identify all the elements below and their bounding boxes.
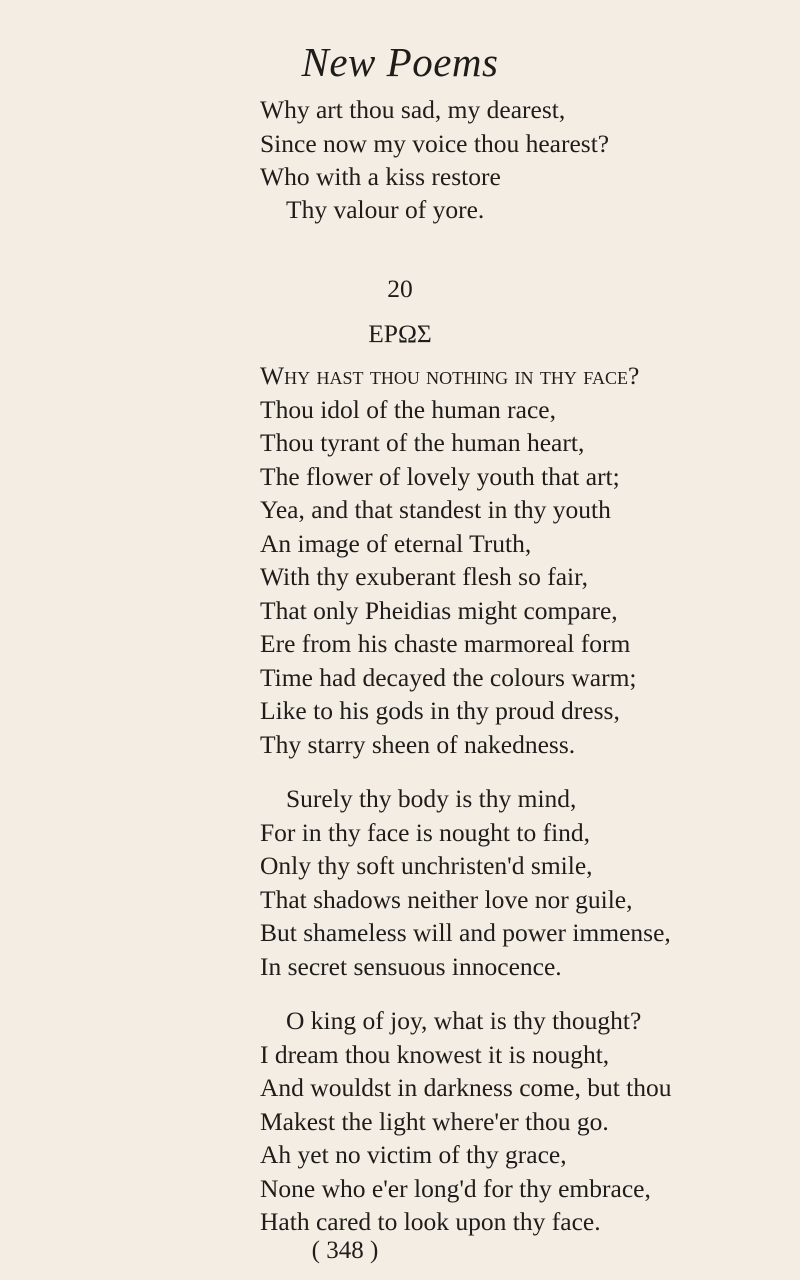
verse-line: And wouldst in darkness come, but thou bbox=[260, 1073, 672, 1102]
verse-line: Why art thou sad, my dearest, bbox=[260, 95, 566, 124]
verse-line: I dream thou knowest it is nought, bbox=[260, 1040, 610, 1069]
verse-line: Like to his gods in thy proud dress, bbox=[260, 696, 620, 725]
verse-line: Thou idol of the human race, bbox=[260, 395, 556, 424]
verse-line: Thou tyrant of the human heart, bbox=[260, 428, 585, 457]
verse-line: An image of eternal Truth, bbox=[260, 529, 532, 558]
verse-line: O king of joy, what is thy thought? bbox=[286, 1006, 642, 1035]
poem-title: ΕΡΩΣ bbox=[368, 319, 432, 348]
verse-line: Ere from his chaste marmoreal form bbox=[260, 629, 631, 658]
verse-line: Yea, and that standest in thy youth bbox=[260, 495, 611, 524]
verse-line: Since now my voice thou hearest? bbox=[260, 129, 610, 158]
verse-line: That shadows neither love nor guile, bbox=[260, 885, 633, 914]
verse-line: But shameless will and power immense, bbox=[260, 918, 671, 947]
verse-line: Time had decayed the colours warm; bbox=[260, 663, 637, 692]
verse-line: For in thy face is nought to find, bbox=[260, 818, 591, 847]
verse-line: In secret sensuous innocence. bbox=[260, 952, 562, 981]
verse-line: Surely thy body is thy mind, bbox=[286, 784, 577, 813]
verse-line: Only thy soft unchristen'd smile, bbox=[260, 851, 593, 880]
poem-number: 20 bbox=[387, 274, 413, 303]
verse-line: The flower of lovely youth that art; bbox=[260, 462, 620, 491]
verse-line: Makest the light where'er thou go. bbox=[260, 1107, 609, 1136]
running-head: New Poems bbox=[301, 39, 499, 85]
verse-line: Hath cared to look upon thy face. bbox=[260, 1207, 601, 1236]
verse-line: Who with a kiss restore bbox=[260, 162, 501, 191]
verse-line: None who e'er long'd for thy embrace, bbox=[260, 1174, 651, 1203]
verse-line: Ah yet no victim of thy grace, bbox=[260, 1140, 567, 1169]
verse-line: Thy starry sheen of nakedness. bbox=[260, 730, 576, 759]
page-number: ( 348 ) bbox=[311, 1237, 379, 1264]
verse-line: With thy exuberant flesh so fair, bbox=[260, 562, 588, 591]
verse-line: Thy valour of yore. bbox=[286, 195, 485, 224]
verse-line: That only Pheidias might compare, bbox=[260, 596, 618, 625]
verse-line: Why hast thou nothing in thy face? bbox=[260, 361, 640, 390]
